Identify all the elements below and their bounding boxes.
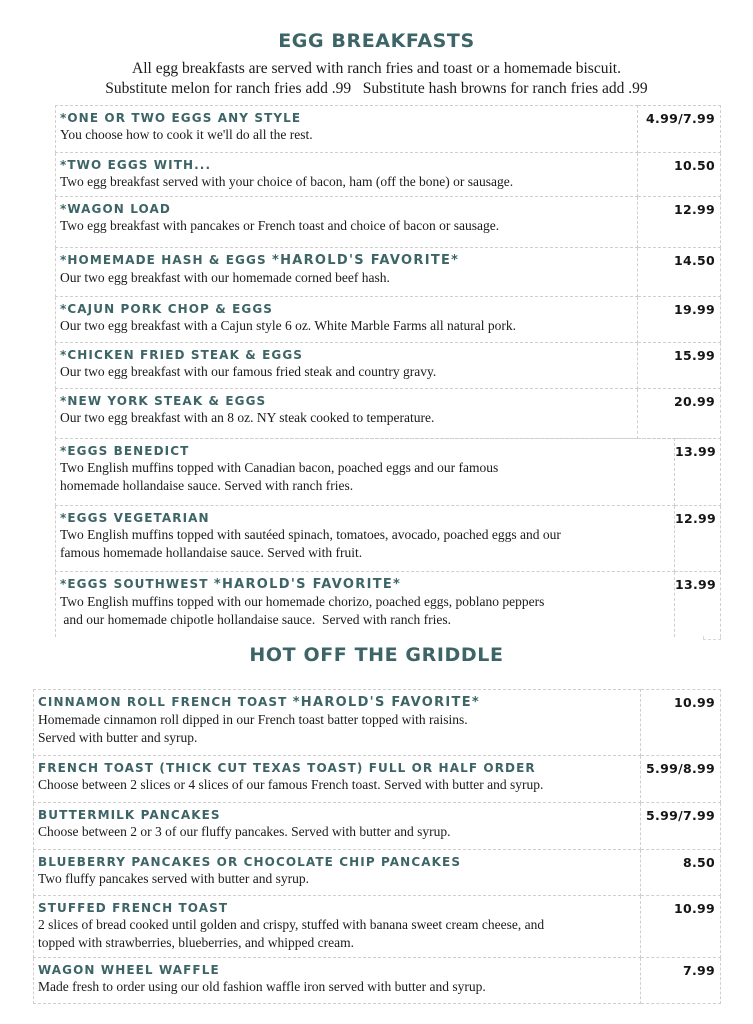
menu-item-row <box>56 197 721 248</box>
item-price: 13.99 <box>675 439 721 506</box>
egg-breakfasts-intro-line-2: Substitute melon for ranch fries add .99 Substitute hash browns for ranch fries add .99 <box>105 80 648 97</box>
item-price: 4.99/7.99 <box>638 106 721 153</box>
menu-item-row <box>56 343 721 389</box>
menu-item-row <box>56 506 721 572</box>
item-name: BLUEBERRY PANCAKES OR CHOCOLATE CHIP PANCAKES <box>38 855 462 869</box>
item-description-line: 2 slices of bread cooked until golden and crispy, stuffed with banana sweet cream cheese, and <box>38 917 545 932</box>
item-description-line: Two English muffins topped with our homemade chorizo, poached eggs, poblano peppers <box>60 594 545 609</box>
menu-item-row <box>56 153 721 197</box>
menu-item-row <box>34 896 721 958</box>
item-name <box>60 576 670 593</box>
item-name: *WAGON LOAD <box>60 202 171 216</box>
item-price: 15.99 <box>638 343 721 389</box>
item-description-line: Homemade cinnamon roll dipped in our French toast batter topped with raisins. <box>38 712 468 727</box>
menu-item-row <box>56 248 721 297</box>
item-description-line: Served with butter and syrup. <box>38 730 198 745</box>
item-description: Our two egg breakfast with our homemade corned beef hash. <box>60 270 390 285</box>
item-price: 5.99/8.99 <box>641 756 721 803</box>
item-name-text: CINNAMON ROLL FRENCH TOAST <box>38 695 293 709</box>
item-name: *TWO EGGS WITH... <box>60 158 212 172</box>
egg-breakfasts-title: EGG BREAKFASTS <box>278 30 475 52</box>
item-description-line: and our homemade chipotle hollandaise sauce. Served with ranch fries. <box>60 612 451 627</box>
item-description-line: topped with strawberries, blueberries, and whipped cream. <box>38 935 355 950</box>
item-name: *ONE OR TWO EGGS ANY STYLE <box>60 111 302 125</box>
menu-item-row <box>34 803 721 850</box>
item-name: FRENCH TOAST (THICK CUT TEXAS TOAST) FULL OR HALF ORDER <box>38 761 536 775</box>
menu-item-row <box>56 297 721 343</box>
menu-item-row <box>34 690 721 756</box>
item-name-text: *EGGS SOUTHWEST <box>60 577 214 591</box>
griddle-table <box>33 689 721 1004</box>
item-name: *EGGS VEGETARIAN <box>60 511 210 525</box>
item-description: Two egg breakfast with pancakes or French toast and choice of bacon or sausage. <box>60 218 500 233</box>
item-price: 12.99 <box>675 506 721 572</box>
item-name: *CAJUN PORK CHOP & EGGS <box>60 302 274 316</box>
item-price: 12.99 <box>638 197 721 248</box>
item-description-line: homemade hollandaise sauce. Served with ranch fries. <box>60 478 354 493</box>
item-name: STUFFED FRENCH TOAST <box>38 901 229 915</box>
item-name: *CHICKEN FRIED STEAK & EGGS <box>60 348 304 362</box>
harolds-favorite-badge: *HAROLD'S FAVORITE* <box>271 253 460 268</box>
egg-breakfasts-table-top <box>55 105 721 439</box>
menu-item-row <box>56 439 721 506</box>
item-price: 5.99/7.99 <box>641 803 721 850</box>
item-price: 19.99 <box>638 297 721 343</box>
item-description-line: Two English muffins topped with Canadian bacon, poached eggs and our famous <box>60 460 499 475</box>
griddle-title: HOT OFF THE GRIDDLE <box>249 644 504 666</box>
item-price: 10.99 <box>641 896 721 958</box>
menu-item-row <box>56 106 721 153</box>
item-description: You choose how to cook it we'll do all the rest. <box>60 127 313 142</box>
menu-item-row <box>34 756 721 803</box>
menu-item-row <box>56 389 721 439</box>
item-price: 20.99 <box>638 389 721 439</box>
item-price: 8.50 <box>641 850 721 896</box>
item-description-line: Two English muffins topped with sautéed spinach, tomatoes, avocado, poached eggs and our <box>60 527 561 542</box>
item-name <box>38 694 636 711</box>
item-description: Made fresh to order using our old fashion waffle iron served with butter and syrup. <box>38 979 486 994</box>
item-description-line: famous homemade hollandaise sauce. Served with fruit. <box>60 545 363 560</box>
item-price: 10.50 <box>638 153 721 197</box>
item-price: 13.99 <box>675 572 721 637</box>
item-description: Two egg breakfast served with your choice of bacon, ham (off the bone) or sausage. <box>60 174 514 189</box>
menu-item-row <box>56 572 721 637</box>
item-name-text: *HOMEMADE HASH & EGGS <box>60 253 272 267</box>
menu-item-row <box>34 850 721 896</box>
item-name <box>60 252 633 269</box>
item-description: Our two egg breakfast with an 8 oz. NY steak cooked to temperature. <box>60 410 435 425</box>
item-price: 14.50 <box>638 248 721 297</box>
egg-breakfasts-intro-line-1: All egg breakfasts are served with ranch fries and toast or a homemade biscuit. <box>132 60 621 77</box>
table-border-stub <box>703 636 721 640</box>
item-price: 10.99 <box>641 690 721 756</box>
item-name: BUTTERMILK PANCAKES <box>38 808 221 822</box>
item-name: *NEW YORK STEAK & EGGS <box>60 394 267 408</box>
item-description: Our two egg breakfast with a Cajun style 6 oz. White Marble Farms all natural pork. <box>60 318 517 333</box>
item-name: *EGGS BENEDICT <box>60 444 190 458</box>
item-name: WAGON WHEEL WAFFLE <box>38 963 220 977</box>
item-price: 7.99 <box>641 958 721 1004</box>
harolds-favorite-badge: *HAROLD'S FAVORITE* <box>292 695 480 710</box>
egg-breakfasts-table-bottom <box>55 438 721 637</box>
harolds-favorite-badge: *HAROLD'S FAVORITE* <box>213 577 402 592</box>
menu-item-row <box>34 958 721 1004</box>
item-description: Two fluffy pancakes served with butter and syrup. <box>38 871 309 886</box>
item-description: Choose between 2 slices or 4 slices of our famous French toast. Served with butter and syrup. <box>38 777 544 792</box>
item-description: Choose between 2 or 3 of our fluffy pancakes. Served with butter and syrup. <box>38 824 451 839</box>
item-description: Our two egg breakfast with our famous fried steak and country gravy. <box>60 364 437 379</box>
